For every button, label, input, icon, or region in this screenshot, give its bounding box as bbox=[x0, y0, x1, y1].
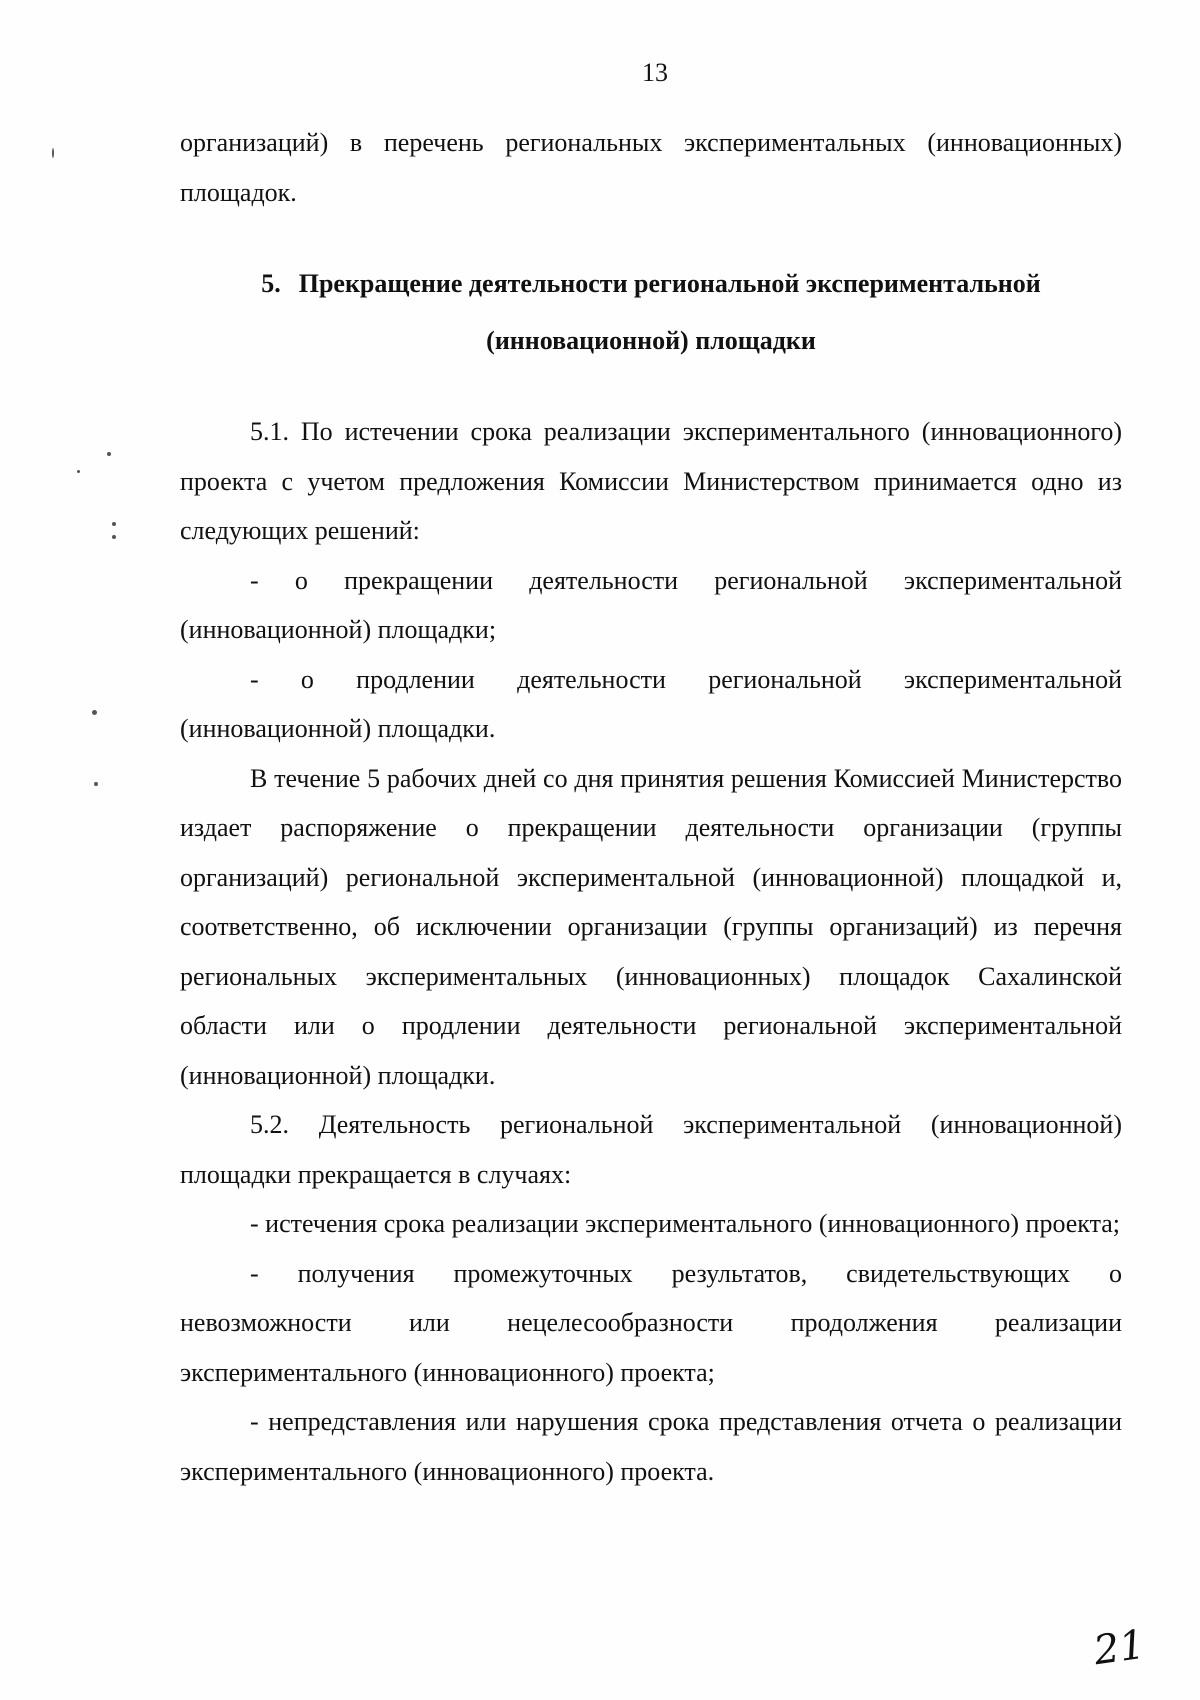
page-number: 13 bbox=[642, 58, 668, 87]
list-item-expiry: - истечения срока реализации экспериментального (инновационного) проекта; bbox=[250, 1209, 1121, 1238]
scan-speck bbox=[94, 782, 98, 786]
paragraph-continuation: организаций) в перечень региональных экспериментальных (инновационных) площадок. bbox=[180, 128, 1122, 207]
list-item-report: - непредставления или нарушения срока представления отчета о реализации экспериментального (инновационного) проекта. bbox=[180, 1407, 1122, 1486]
scan-speck bbox=[92, 710, 97, 715]
list-item-extension: - о продлении деятельности региональной экспериментальной (инновационной) площадки. bbox=[180, 664, 1122, 743]
paragraph-5-2: 5.2. Деятельность региональной экспериментальной (инновационной) площадки прекращается в случаях: bbox=[180, 1110, 1122, 1189]
paragraph-5-1: 5.1. По истечении срока реализации экспериментального (инновационного) проекта с учетом предложения Комиссии Министерством принимается одно из следующих решений: bbox=[180, 417, 1122, 545]
section-title: Прекращение деятельности региональной экспериментальной (инновационной) площадки bbox=[298, 269, 1041, 355]
scan-speck bbox=[112, 535, 116, 539]
list-item-interim-results: - получения промежуточных результатов, свидетельствующих о невозможности или нецелесообразности продолжения реализации экспериментального (инновационного) проекта; bbox=[180, 1258, 1122, 1387]
scan-speck bbox=[112, 522, 116, 526]
section-heading bbox=[180, 255, 1122, 369]
section-number: 5. bbox=[261, 269, 281, 298]
document-body bbox=[180, 118, 1122, 1496]
scan-speck bbox=[52, 148, 54, 158]
list-item-termination: - о прекращении деятельности региональной экспериментальной (инновационной) площадки; bbox=[180, 565, 1122, 644]
handwritten-page-number: 21 bbox=[1091, 1621, 1148, 1675]
scan-speck bbox=[107, 452, 111, 456]
scan-speck bbox=[77, 470, 80, 473]
paragraph-order: В течение 5 рабочих дней со дня принятия решения Комиссией Министерство издает распоряжение о прекращении деятельности организации (группы организаций) региональной экспериментальной (инновационной) площадкой и, соответственно, об исключении организации (группы организаций) из перечня региональных экспериментальных (инновационных) площадок Сахалинской области или о продлении деятельности региональной экспериментальной (инновационной) площадки. bbox=[180, 763, 1122, 1090]
